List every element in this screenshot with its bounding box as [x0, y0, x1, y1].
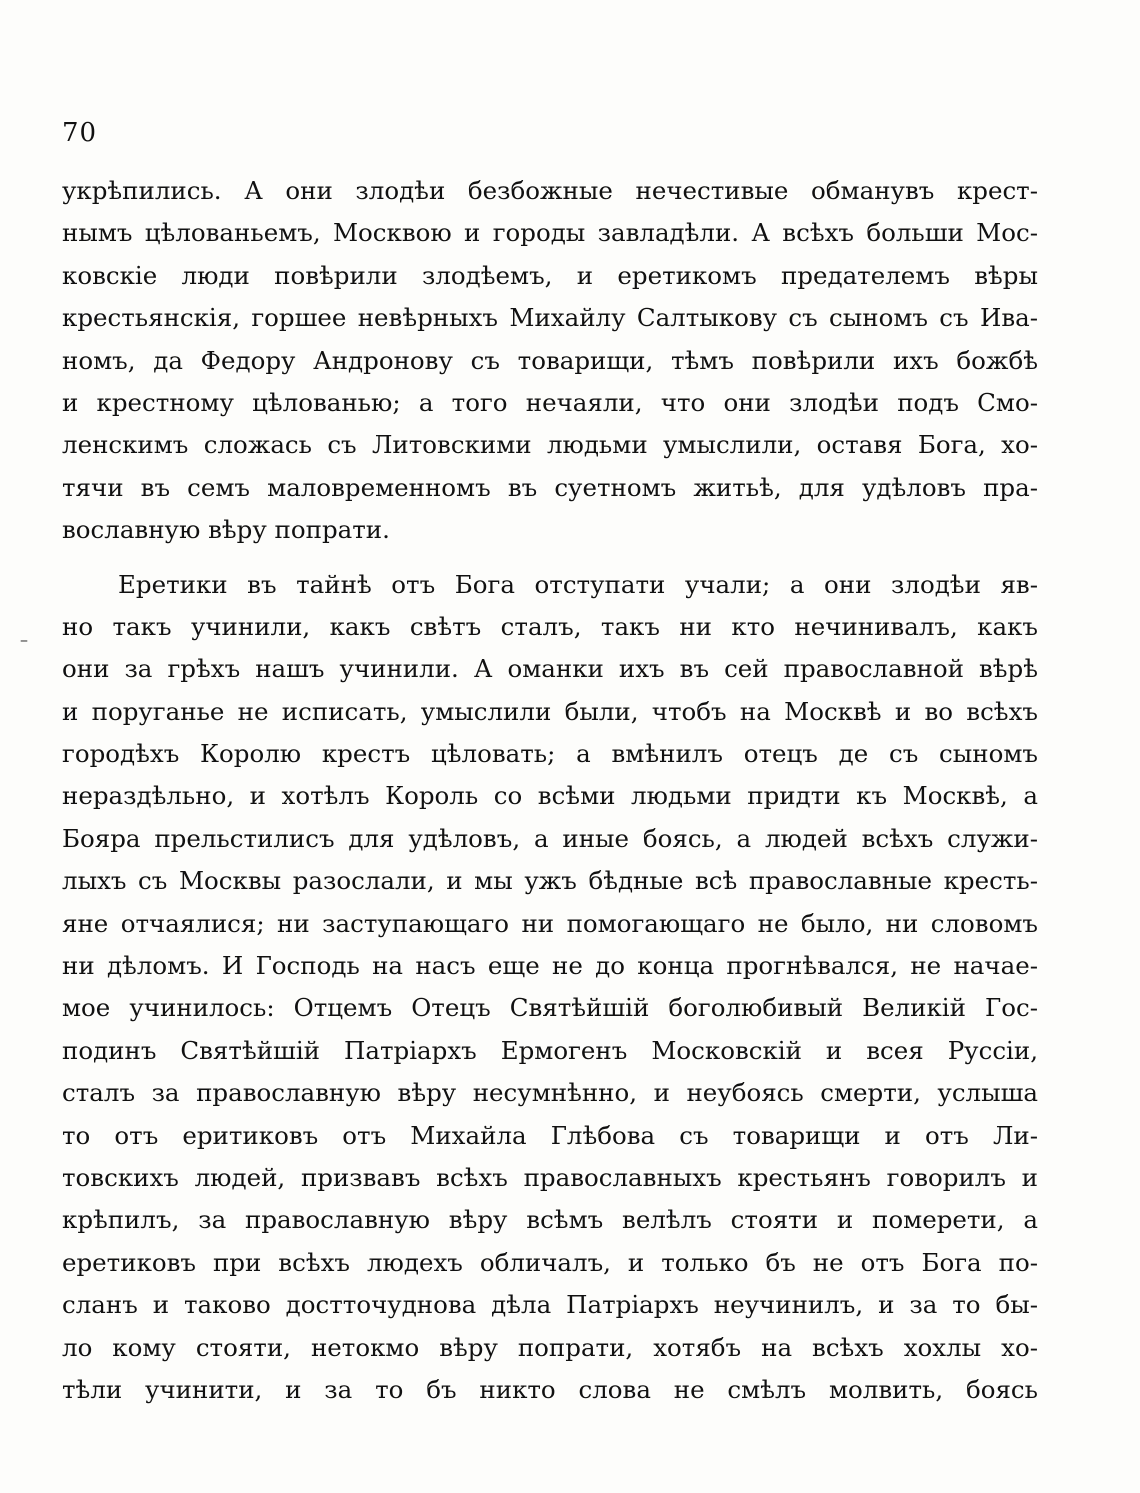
- paragraph-2: [62, 564, 1038, 1412]
- text-line: еретиковъ при всѣхъ людехъ обличалъ, и только бъ не отъ Бога по-: [62, 1247, 1038, 1277]
- text-line: ло кому стояти, нетокмо вѣру попрати, хотябъ на всѣхъ хохлы хо-: [62, 1332, 1038, 1362]
- text-line: но такъ учинили, какъ свѣтъ сталъ, такъ ни кто нечинивалъ, какъ: [62, 611, 1038, 641]
- text-line: сталъ за православную вѣру несумнѣнно, и неубоясь смерти, услыша: [62, 1078, 1038, 1108]
- text-line: ковскіе люди повѣрили злодѣемъ, и еретикомъ предателемъ вѣры: [62, 260, 1038, 290]
- text-line: товскихъ людей, призвавъ всѣхъ православныхъ крестьянъ говорилъ и: [62, 1162, 1038, 1192]
- text-line: то отъ еритиковъ отъ Михайла Глѣбова съ товарищи и отъ Ли-: [62, 1120, 1038, 1150]
- text-line: и поруганье не исписать, умыслили были, чтобъ на Москвѣ и во всѣхъ: [62, 696, 1038, 726]
- text-line: яне отчаялися; ни заступающаго ни помогающаго не было, ни словомъ: [62, 908, 1038, 938]
- text-line: мое учинилось: Отцемъ Отецъ Святѣйшій боголюбивый Великій Гос-: [62, 993, 1038, 1023]
- text-line: Еретики въ тайнѣ отъ Бога отступати учали; а они злодѣи яв-: [118, 569, 1038, 599]
- text-line: ни дѣломъ. И Господь на насъ еще не до конца прогнѣвался, не начае-: [62, 951, 1038, 981]
- text-line: нераздѣльно, и хотѣлъ Король со всѣми людьми придти къ Москвѣ, а: [62, 781, 1038, 811]
- text-body: [62, 170, 1038, 1411]
- text-line: сланъ и таково достточуднова дѣла Патріархъ неучинилъ, и за то бы-: [62, 1290, 1038, 1320]
- paragraph-1: [62, 170, 1038, 552]
- text-line: номъ, да Федору Андронову съ товарищи, тѣмъ повѣрили ихъ божбѣ: [62, 345, 1038, 375]
- page-number: 70: [62, 118, 98, 148]
- text-line: Бояра прельстилисъ для удѣловъ, а иные боясь, а людей всѣхъ служи-: [62, 823, 1038, 853]
- text-line: нымъ цѣлованьемъ, Москвою и городы завладѣли. А всѣхъ больши Мос-: [62, 218, 1038, 248]
- text-line: и крестному цѣлованью; а того нечаяли, что они злодѣи подъ Смо-: [62, 387, 1038, 417]
- text-line: они за грѣхъ нашъ учинили. А оманки ихъ въ сей православной вѣрѣ: [62, 654, 1038, 684]
- text-line: городѣхъ Королю крестъ цѣловать; а вмѣнилъ отецъ де съ сыномъ: [62, 739, 1038, 769]
- text-line: крестьянскія, горшее невѣрныхъ Михайлу Салтыкову съ сыномъ съ Ива-: [62, 303, 1038, 333]
- text-line: укрѣпились. А они злодѣи безбожные нечестивые обманувъ крест-: [62, 176, 1038, 205]
- text-line: подинъ Святѣйшій Патріархъ Ермогенъ Московскій и всея Руссіи,: [62, 1035, 1038, 1065]
- text-line: ленскимъ сложась съ Литовскими людьми умыслили, оставя Бога, хо-: [62, 430, 1038, 460]
- text-line: тѣли учинити, и за то бъ никто слова не смѣлъ молвить, боясь: [62, 1374, 1038, 1404]
- text-line: лыхъ съ Москвы разослали, и мы ужъ бѣдные всѣ православные кресть-: [62, 866, 1038, 896]
- paragraph-gap: [62, 552, 1038, 564]
- margin-mark: –: [20, 630, 28, 649]
- text-line: вославную вѣру попрати.: [62, 515, 390, 545]
- text-line: тячи въ семъ маловременномъ въ суетномъ житьѣ, для удѣловъ пра-: [62, 472, 1038, 502]
- text-line: крѣпилъ, за православную вѣру всѣмъ велѣлъ стояти и померети, а: [62, 1205, 1038, 1235]
